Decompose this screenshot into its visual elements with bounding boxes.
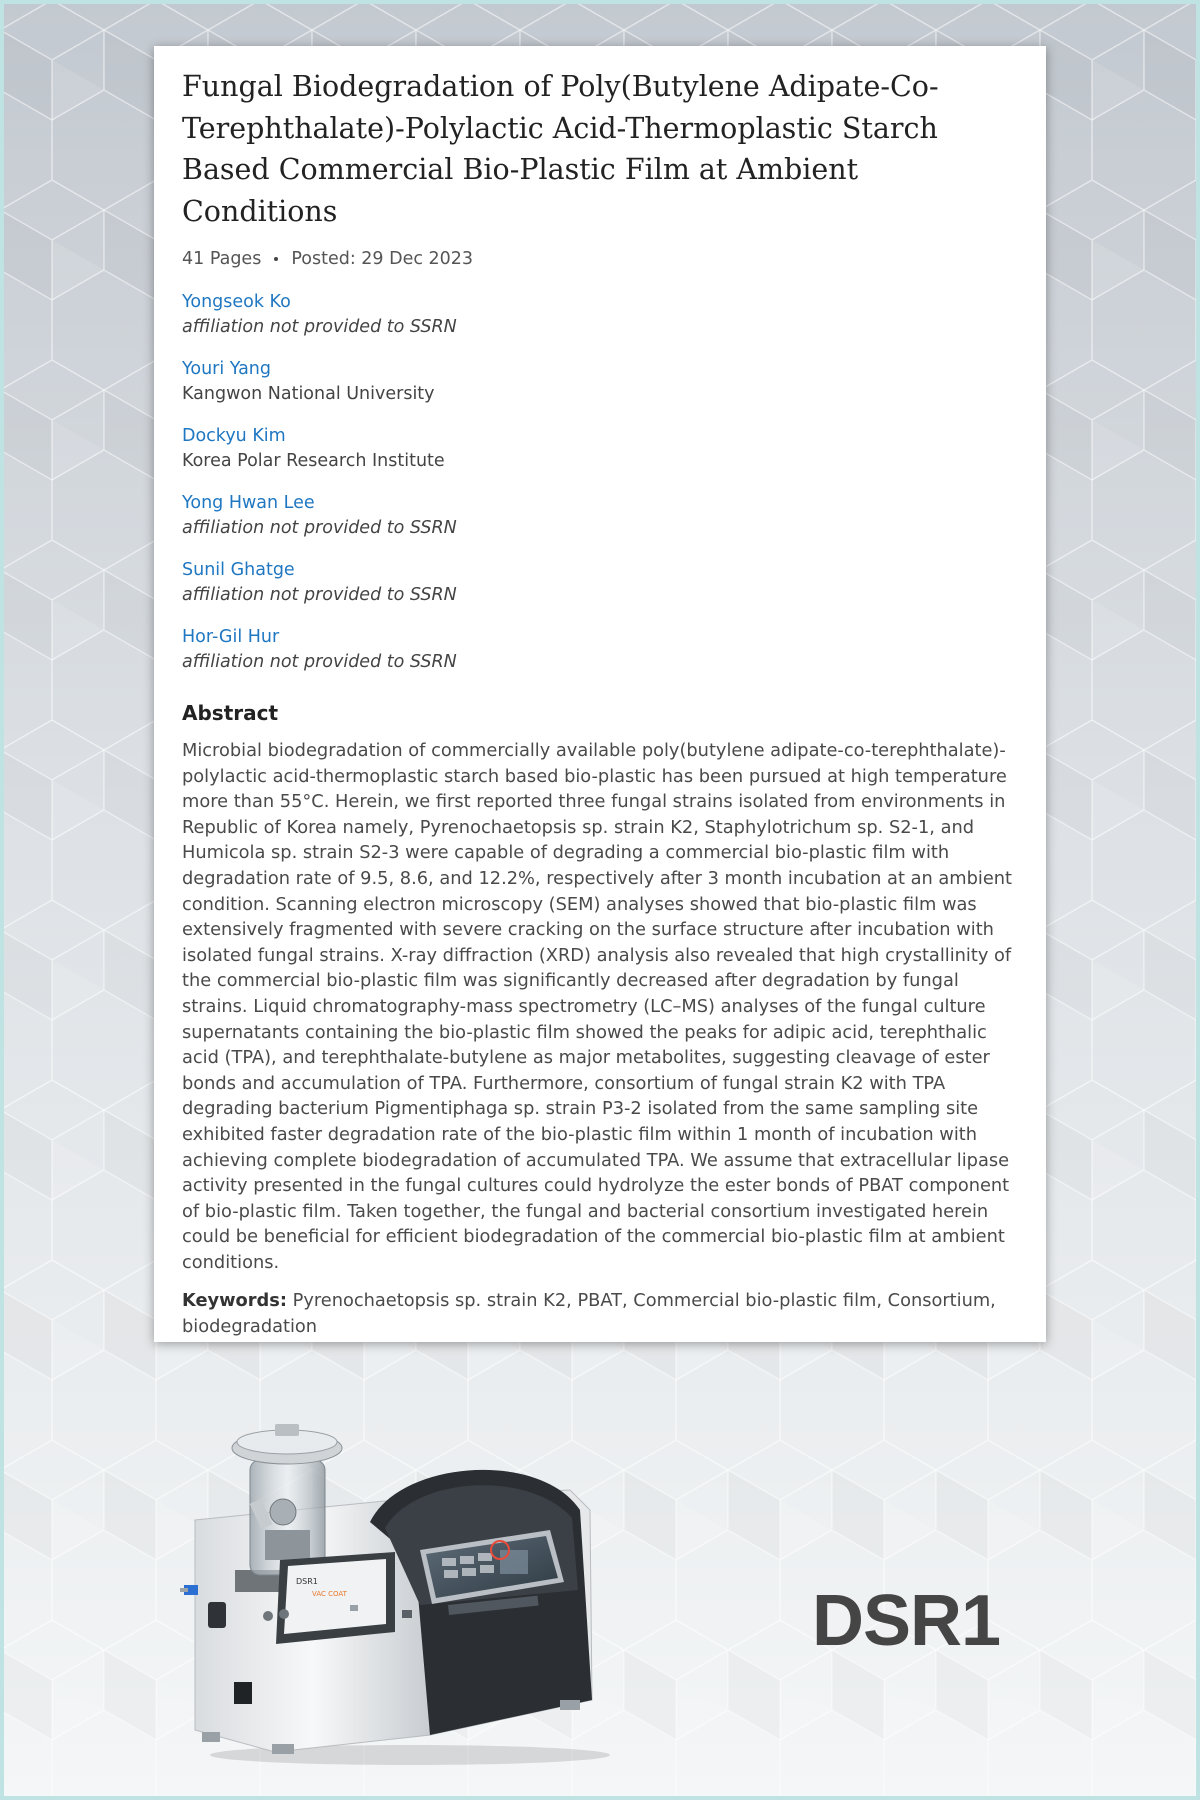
author-entry: [182, 424, 1018, 474]
author-entry: [182, 357, 1018, 407]
paper-card: [154, 46, 1046, 1342]
abstract-heading: Abstract: [182, 701, 279, 725]
panel-brand-text: VAC COAT: [312, 1590, 347, 1598]
author-affiliation: affiliation not provided to SSRN: [182, 518, 457, 538]
paper-title: Fungal Biodegradation of Poly(Butylene Adipate-Co-Terephthalate)-Polylactic Acid-Thermoplastic Starch Based Commercial Bio-Plastic Film at Ambient Conditions: [182, 70, 939, 228]
sputter-coater-device-image: [180, 1400, 620, 1770]
author-link[interactable]: Hor-Gil Hur: [182, 627, 280, 647]
page-count: 41 Pages: [182, 249, 262, 269]
author-affiliation: affiliation not provided to SSRN: [182, 317, 457, 337]
author-entry: [182, 625, 1018, 675]
keywords-label: Keywords:: [182, 1290, 287, 1312]
author-affiliation: Kangwon National University: [182, 384, 435, 404]
keywords: [182, 1288, 1022, 1339]
author-entry: [182, 491, 1018, 541]
author-link[interactable]: Yongseok Ko: [182, 292, 291, 312]
product-name-label: DSR1: [812, 1581, 1001, 1661]
author-link[interactable]: Youri Yang: [182, 359, 271, 379]
author-affiliation: affiliation not provided to SSRN: [182, 652, 457, 672]
posted-date: Posted: 29 Dec 2023: [291, 249, 474, 269]
author-link[interactable]: Yong Hwan Lee: [182, 493, 315, 513]
author-affiliation: affiliation not provided to SSRN: [182, 585, 457, 605]
author-entry: [182, 558, 1018, 608]
paper-meta: [182, 249, 1018, 269]
keywords-list: Pyrenochaetopsis sp. strain K2, PBAT, Commercial bio-plastic film, Consortium, biodegradation: [182, 1290, 996, 1338]
author-link[interactable]: Sunil Ghatge: [182, 560, 295, 580]
meta-separator-dot: [274, 257, 278, 261]
abstract-text: Microbial biodegradation of commercially available poly(butylene adipate-co-terephthalate)-polylactic acid-thermoplastic starch based bio-plastic has been pursued at high temperature more than 55°C. Herein, we first reported three fungal strains isolated from environments in Republic of Korea namely, Pyrenochaetopsis sp. strain K2, Staphylotrichum sp. S2-1, and Humicola sp. strain S2-3 were capable of degrading a commercial bio-plastic film with degradation rate of 9.5, 8.6, and 12.2%, respectively after 3 month incubation at an ambient condition. Scanning electron microscopy (SEM) analyses showed that bio-plastic film was extensively fragmented with severe cracking on the surface structure after incubation with isolated fungal strains. X-ray diffraction (XRD) analysis also revealed that high crystallinity of the commercial bio-plastic film was significantly decreased after degradation by fungal strains. Liquid chromatography-mass spectrometry (LC–MS) analyses of the fungal culture supernatants containing the bio-plastic film showed the peaks for adipic acid, terephthalic acid (TPA), and terephthalate-butylene as major metabolites, suggesting cleavage of ester bonds and accumulation of TPA. Furthermore, consortium of fungal strain K2 with TPA degrading bacterium Pigmentiphaga sp. strain P3-2 isolated from the same sampling site exhibited faster degradation rate of the bio-plastic film within 1 month of incubation with achieving complete biodegradation of accumulated TPA. We assume that extracellular lipase activity presented in the fungal cultures could hydrolyze the ester bonds of PBAT component of bio-plastic film. Taken together, the fungal and bacterial consortium investigated herein could be beneficial for efficient biodegradation of the commercial bio-plastic film at ambient conditions.: [182, 740, 1013, 1273]
author-link[interactable]: Dockyu Kim: [182, 426, 286, 446]
author-entry: [182, 290, 1018, 340]
panel-model-text: DSR1: [296, 1577, 318, 1586]
author-affiliation: Korea Polar Research Institute: [182, 451, 445, 471]
